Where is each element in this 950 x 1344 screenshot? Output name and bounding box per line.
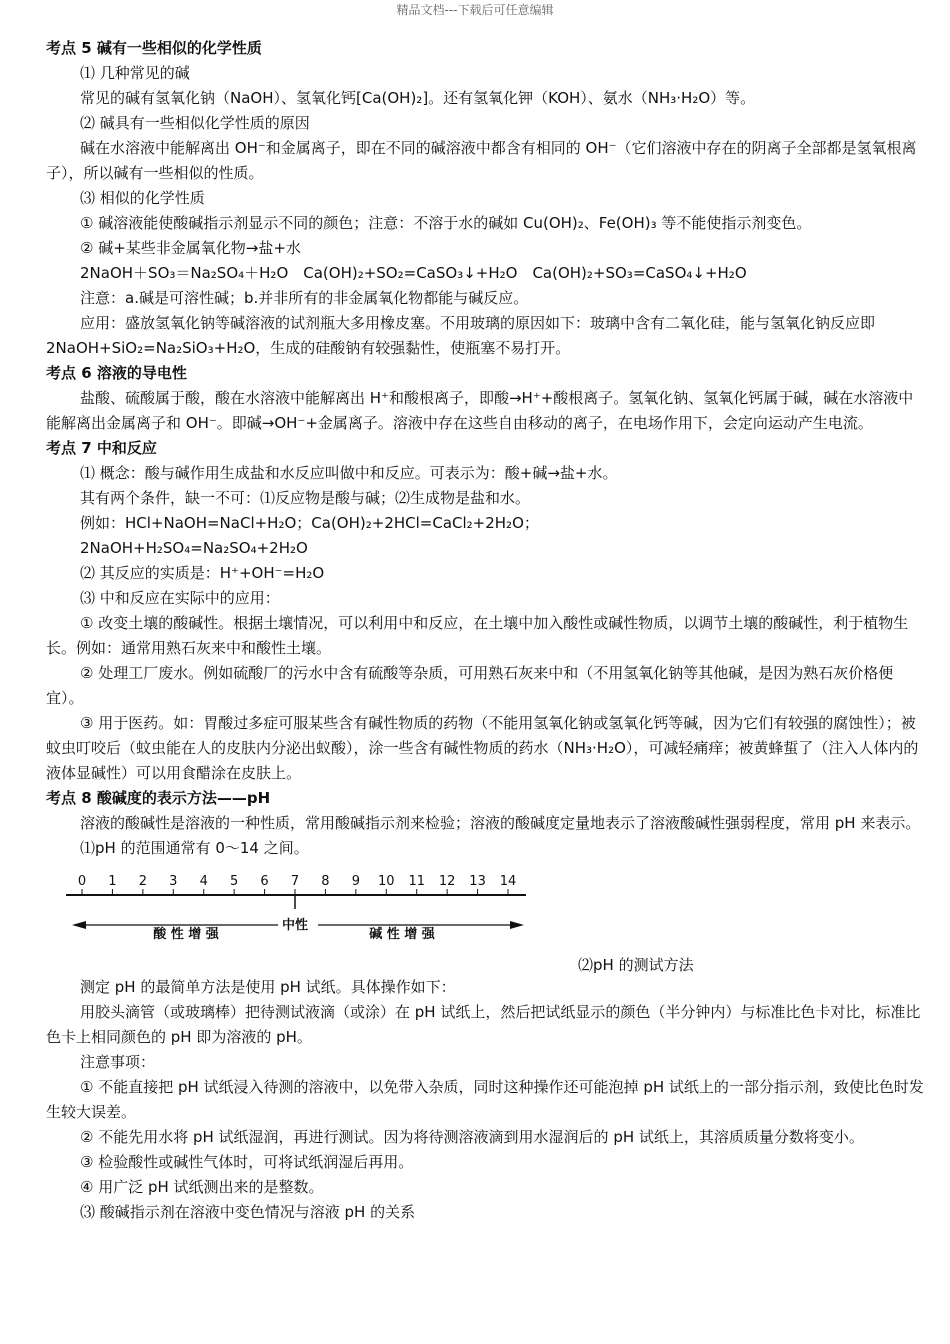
- ph-tick-label: 1: [108, 874, 117, 889]
- s8-paragraph: 测定 pH 的最简单方法是使用 pH 试纸。具体操作如下：: [80, 978, 456, 996]
- s5-paragraph: 碱在水溶液中能解离出 OH⁻和金属离子，即在不同的碱溶液中都含有相同的 OH⁻（它们溶液中存在的阴离子全部都是氢氧根离子），所以碱有一些相似的性质。: [46, 139, 917, 182]
- ph-test-method-heading: ⑵pH 的测试方法: [578, 956, 694, 974]
- s7-equations: 例如：HCl+NaOH=NaCl+H₂O；Ca(OH)₂+2HCl=CaCl₂+2H₂O；: [80, 514, 539, 532]
- ph-tick-label: 6: [260, 874, 269, 889]
- s5-subheading-3: ⑶ 相似的化学性质: [80, 189, 205, 207]
- document-body: [46, 36, 924, 1225]
- base-arrow-head: [510, 921, 524, 929]
- page-header: 精品文档---下载后可任意编辑: [396, 3, 554, 17]
- section-7-title: 考点 7 中和反应: [46, 439, 157, 457]
- ph-tick-label: 3: [169, 874, 178, 889]
- s5-note: 注意：a.碱是可溶性碱；b.并非所有的非金属氧化物都能与碱反应。: [80, 289, 529, 307]
- s7-paragraph: ③ 用于医药。如：胃酸过多症可服某些含有碱性物质的药物（不能用氢氧化钠或氢氧化钙等碱，因为它们有较强的腐蚀性）；被蚊虫叮咬后（蚊虫能在人的皮肤内分泌出蚁酸），涂一些含有碱性物质的药水（NH₃·H₂O），可减轻痛痒；被黄蜂蜇了（注入人体内的液体显碱性）可以用食醋涂在皮肤上。: [46, 714, 919, 782]
- ph-tick-label: 2: [138, 874, 147, 889]
- s5-paragraph: 常见的碱有氢氧化钠（NaOH）、氢氧化钙[Ca(OH)₂]。还有氢氧化钾（KOH）、氨水（NH₃·H₂O）等。: [80, 89, 756, 107]
- ph-scale-diagram: [46, 867, 924, 975]
- ph-tick-label: 12: [438, 874, 456, 889]
- s7-paragraph: ⑴ 概念：酸与碱作用生成盐和水反应叫做中和反应。可表示为：酸+碱→盐+水。: [80, 464, 618, 482]
- ph-tick-label: 0: [77, 874, 87, 889]
- neutral-label: 中性: [281, 918, 309, 933]
- s8-note: ② 不能先用水将 pH 试纸湿润，再进行测试。因为将待测溶液滴到用水湿润后的 pH 试纸上，其溶质质量分数将变小。: [80, 1128, 864, 1146]
- s7-paragraph: ② 处理工厂废水。例如硫酸厂的污水中含有硫酸等杂质，可用熟石灰来中和（不用氢氧化钠等其他碱，是因为熟石灰价格便宜）。: [46, 664, 894, 707]
- ph-tick-label: 11: [408, 874, 425, 889]
- s5-application: 应用：盛放氢氧化钠等碱溶液的试剂瓶大多用橡皮塞。不用玻璃的原因如下：玻璃中含有二氧化硅，能与氢氧化钠反应即 2NaOH+SiO₂=Na₂SiO₃+H₂O，生成的硅酸钠有较强黏性，使瓶塞不易打开。: [46, 314, 876, 357]
- s8-notes-heading: 注意事项：: [80, 1053, 156, 1071]
- ph-tick-label: 10: [378, 874, 395, 889]
- section-8-title: 考点 8 酸碱度的表示方法——pH: [46, 789, 271, 807]
- ph-tick-label: 5: [230, 874, 239, 889]
- ph-tick-label: 9: [351, 874, 360, 889]
- ph-tick-label: 14: [499, 874, 517, 889]
- acid-arrow-head: [72, 921, 86, 929]
- s6-paragraph: 盐酸、硫酸属于酸，酸在水溶液中能解离出 H⁺和酸根离子，即酸→H⁺+酸根离子。氢氧化钠、氢氧化钙属于碱，碱在水溶液中能解离出金属离子和 OH⁻。即碱→OH⁻+金属离子。溶液中存在这些自由移动的离子，在电场作用下，会定向运动产生电流。: [46, 389, 914, 432]
- s8-note: ① 不能直接把 pH 试纸浸入待测的溶液中，以免带入杂质，同时这种操作还可能泡掉 pH 试纸上的一部分指示剂，致使比色时发生较大误差。: [46, 1078, 924, 1121]
- section-6-title: 考点 6 溶液的导电性: [46, 364, 187, 382]
- s8-note: ④ 用广泛 pH 试纸测出来的是整数。: [80, 1178, 324, 1196]
- s7-paragraph: 其有两个条件，缺一不可：⑴反应物是酸与碱；⑵生成物是盐和水。: [80, 489, 531, 507]
- s7-equations: 2NaOH+H₂SO₄=Na₂SO₄+2H₂O: [80, 539, 308, 557]
- s8-paragraph: 溶液的酸碱性是溶液的一种性质，常用酸碱指示剂来检验；溶液的酸碱度定量地表示了溶液酸碱性强弱程度，常用 pH 来表示。: [80, 814, 921, 832]
- s5-paragraph: ① 碱溶液能使酸碱指示剂显示不同的颜色；注意：不溶于水的碱如 Cu(OH)₂、Fe(OH)₃ 等不能使指示剂变色。: [80, 214, 812, 232]
- s7-paragraph: ① 改变土壤的酸碱性。根据土壤情况，可以利用中和反应，在土壤中加入酸性或碱性物质，以调节土壤的酸碱性，利于植物生长。例如：通常用熟石灰来中和酸性土壤。: [46, 614, 909, 657]
- s7-paragraph: ⑵ 其反应的实质是：H⁺+OH⁻=H₂O: [80, 564, 325, 582]
- s5-equations: 2NaOH＋SO₃＝Na₂SO₄＋H₂O Ca(OH)₂+SO₂=CaSO₃↓+H₂O Ca(OH)₂+SO₃=CaSO₄↓+H₂O: [80, 264, 747, 282]
- ph-tick-label: 13: [469, 874, 486, 889]
- s5-subheading-2: ⑵ 碱具有一些相似化学性质的原因: [80, 114, 310, 132]
- acid-label: 酸 性 增 强: [153, 927, 219, 942]
- base-label: 碱 性 增 强: [369, 927, 435, 942]
- s5-paragraph: ② 碱+某些非金属氧化物→盐+水: [80, 239, 301, 257]
- ph-tick-label: 8: [321, 874, 330, 889]
- section-5-title: 考点 5 碱有一些相似的化学性质: [46, 39, 262, 57]
- s8-paragraph: 用胶头滴管（或玻璃棒）把待测试液滴（或涂）在 pH 试纸上，然后把试纸显示的颜色（半分钟内）与标准比色卡对比，标准比色卡上相同颜色的 pH 即为溶液的 pH。: [46, 1003, 921, 1046]
- ph-scale-svg: [66, 867, 546, 949]
- s5-subheading-1: ⑴ 几种常见的碱: [80, 64, 190, 82]
- ph-tick-label: 7: [290, 874, 300, 889]
- s8-note: ③ 检验酸性或碱性气体时，可将试纸润湿后再用。: [80, 1153, 414, 1171]
- s8-paragraph: ⑴pH 的范围通常有 0～14 之间。: [80, 839, 309, 857]
- ph-tick-label: 4: [199, 874, 208, 889]
- s8-subheading: ⑶ 酸碱指示剂在溶液中变色情况与溶液 pH 的关系: [80, 1203, 416, 1221]
- s7-paragraph: ⑶ 中和反应在实际中的应用：: [80, 589, 280, 607]
